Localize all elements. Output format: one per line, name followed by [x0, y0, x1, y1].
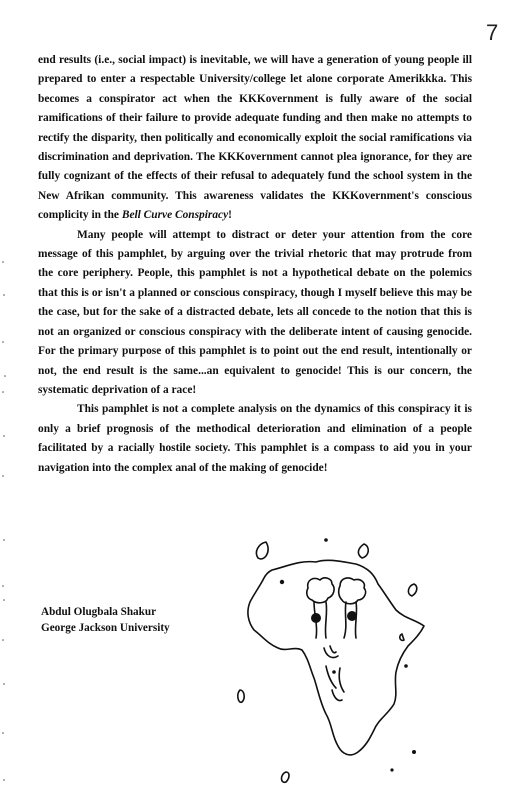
africa-map-with-raised-fists-icon — [228, 522, 453, 792]
paragraph-segment: end results (i.e., social impact) is inevitable, we will have a generation of young people ill prepared to enter a respectable University/college let alone corporate Amerikkka. This becomes a conspirator act when the KKKovernment is fully aware of the social ramifications of their failure to provide adequate funding and then make no attempts to rectify the disparity, then politically and economically exploit the social ramifications via discrimination and deprivation. The KKKovernment cannot plea ignorance, for they are fully cognizant of the effects of their refusal to adequately fund the school system in the New Afrikan community. This awareness validates the KKKovernment's conscious complicity in the — [38, 54, 472, 222]
paragraph-segment: Bell Curve Conspiracy — [121, 209, 229, 222]
paragraph-3 — [38, 400, 472, 478]
paragraph-segment: Many people will attempt to distract or deter your attention from the core message of this pamphlet, by arguing over the trivial rhetoric that may protrude from the core periphery. People, this pamphlet is not a hypothetical debate on the polemics that this is or isn't a planned or conscious conspiracy, though I myself believe this may be the case, but for the sake of a distracted debate, lets all concede to the notion that this is not an organized or conscious conspiracy with the deliberate intent of causing genocide. For the primary purpose of this pamphlet is to point out the end result, intentionally or not, the end result is the same...an equivalent to genocide! This is our concern, the systematic deprivation of a race! — [38, 228, 472, 396]
paragraph-segment: This pamphlet is not a complete analysis on the dynamics of this conspiracy it is only a brief prognosis of the methodical deterioration and elimination of a people facilitated by a racially hostile society. This pamphlet is a compass to aid you in your navigation into the complex anal of the making of genocide! — [38, 403, 472, 474]
paragraph-1 — [38, 51, 472, 226]
author-name: Abdul Olugbala Shakur — [41, 606, 157, 618]
margin-scan-marks — [0, 0, 12, 812]
paragraph-2 — [38, 226, 472, 401]
signature-block — [41, 604, 170, 636]
body-text — [38, 51, 472, 478]
paragraph-segment: ! — [228, 209, 232, 222]
page-number: 7 — [486, 20, 499, 45]
author-affiliation: George Jackson University — [41, 622, 170, 634]
